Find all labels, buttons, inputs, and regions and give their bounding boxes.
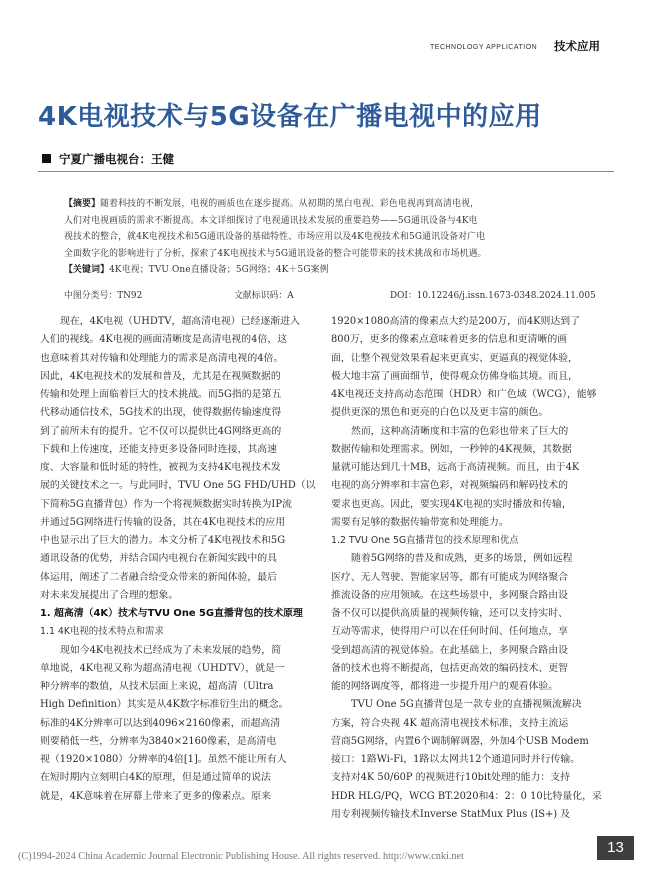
square-bullet-icon <box>42 154 51 163</box>
body-text-line: 量就可能达到几十MB，远高于高清视频。而且，由于4K <box>331 462 580 473</box>
divider <box>38 171 614 172</box>
body-text-line: TVU One 5G直播背包是一款专业的直播视频流解决 <box>351 699 582 711</box>
header-section-cn: 技术应用 <box>554 39 600 53</box>
body-text-line: 人们的视线。4K电视的画面清晰度是高清电视的4倍，这 <box>40 334 288 346</box>
body-text-line: 对未来发展提出了合理的想象。 <box>40 589 179 601</box>
body-text-line: 传输和处理上面临着巨大的技术挑战。而5G指的是第五 <box>40 389 282 400</box>
body-text-line: 互动等需求，使得用户可以在任何时间、任何地点，享 <box>331 626 569 638</box>
keywords-text: 4K电视；TVU One直播设备；5G网络；4K＋5G案例 <box>109 265 329 276</box>
body-text-line: 极大地丰富了画面细节，使得观众仿佛身临其境。而且， <box>331 370 578 382</box>
abstract-line: 全面数字化的影响进行了分析，探索了4K电视技术与5G通讯设备的整合可能带来的技术挑战和市场机遇。 <box>64 248 487 259</box>
body-text-line: 下简称5G直播背包）作为一个将视频数据实时转换为IP流 <box>40 498 292 510</box>
body-text-line: 备不仅可以提供高质量的视频传输，还可以支持实时、 <box>331 608 569 619</box>
abstract-line <box>64 196 586 213</box>
header-section-en: TECHNOLOGY APPLICATION <box>430 44 538 51</box>
article-meta <box>64 288 594 302</box>
body-text-line: 800万，更多的像素点意味着更多的信息和更清晰的画 <box>331 334 568 346</box>
body-text-line: 电视的高分辨率和丰富色彩，对视频编码和解码技术的 <box>331 480 569 492</box>
body-text-line: 接口：1路Wi-Fi，1路以太网共12个通道同时并行传输。 <box>331 754 581 765</box>
body-text-line: 支持对4K 50/60P 的视频进行10bit处理的能力：支持 <box>331 772 571 784</box>
copyright-footer: (C)1994-2024 China Academic Journal Electronic Publishing House. All rights reserved. http://www.cnki.net <box>18 851 464 862</box>
section-heading: 1.1 4K电视的技术特点和需求 <box>40 626 164 638</box>
body-text-line: 面，让整个视觉效果看起来更真实、更逼真的视觉体验， <box>331 352 578 364</box>
body-text-line: 现如今4K电视技术已经成为了未来发展的趋势，简 <box>60 644 282 656</box>
section-heading: 1.2 TVU One 5G直播背包的技术原理和优点 <box>331 535 519 546</box>
keywords-label: 【关键词】 <box>64 265 110 276</box>
section-heading: 1. 超高清（4K）技术与TVU One 5G直播背包的技术原理 <box>40 608 303 619</box>
abstract-label: 【摘要】 <box>64 199 101 209</box>
body-column-right <box>331 313 609 824</box>
body-text-line: 用专利视频传输技术Inverse StatMux Plus (IS+) 及 <box>331 808 571 820</box>
running-header <box>0 36 650 58</box>
body-text-line: HDR HLG/PQ，WCG BT.2020和4：2：0 10比特量化，采 <box>331 790 602 802</box>
body-text-line: 就是，4K意味着在屏幕上带来了更多的像素点。原来 <box>40 790 271 802</box>
abstract-block <box>64 196 586 279</box>
body-text-line: 到了前所未有的提升。它不仅可以提供比4G网络更高的 <box>40 425 282 437</box>
body-text-line: 下载和上传速度，还能支持更多设备同时连接，其高速 <box>40 443 278 455</box>
body-text-line: 推流设备的应用领域。在这些场景中，多网聚合路由设 <box>331 589 569 601</box>
body-text-line: 1920×1080高清的像素点大约是200万，而4K则达到了 <box>331 316 581 327</box>
body-text-line: 也意味着其对传输和处理能力的需求是高清电视的4倍。 <box>40 352 284 364</box>
doi: DOI：10.12246/j.issn.1673-0348.2024.11.005 <box>390 291 596 301</box>
body-text-line: 然而，这种高清晰度和丰富的色彩也带来了巨大的 <box>351 425 569 437</box>
article-title: 4K电视技术与5G设备在广播电视中的应用 <box>38 102 542 132</box>
body-text-line: High Definition）其实是从4K数字标准衍生出的概念。 <box>40 699 289 711</box>
page-number: 13 <box>597 836 634 860</box>
body-text-line: 通讯设备的优势，并结合国内电视台在新闻实践中的具 <box>40 553 278 565</box>
abstract-line: 视技术的整合，就4K电视技术和5G通讯设备的基础特性、市场应用以及4K电视技术和5G通讯设备对广电 <box>64 232 486 243</box>
body-text-line: 单地说，4K电视又称为超高清电视（UHDTV），就是一 <box>40 662 285 674</box>
body-text-line: 能的网络调度等，都将进一步提升用户的观看体验。 <box>331 681 559 692</box>
body-text-line: 备的技术也将不断提高，包括更高效的编码技术、更智 <box>331 662 569 674</box>
author-line <box>42 151 174 167</box>
author-name: 宁夏广播电视台：王健 <box>59 152 174 166</box>
body-text-line: 数据传输和处理需求。例如，一秒钟的4K视频，其数据 <box>331 443 572 455</box>
body-text-line: 在短时期内立刻明白4K的原理，但是通过简单的说法 <box>40 772 271 784</box>
body-text-line: 因此，4K电视技术的发展和普及，尤其是在视频数据的 <box>40 370 281 382</box>
body-text-line: 并通过5G网络进行传输的设备，其在4K电视技术的应用 <box>40 516 286 528</box>
clc-number: 中图分类号：TN92 <box>64 291 143 301</box>
abstract-text: 随着科技的不断发展，电视的画质也在逐步提高。从初期的黑白电视、彩色电视再到高清电视， <box>100 199 480 209</box>
body-text-line: 营商5G网络，内置6个调制解调器，外加4个USB Modem <box>331 735 589 747</box>
body-text-line: 度、大容量和低时延的特性，被视为支持4K电视技术发 <box>40 462 281 473</box>
body-text-line: 代移动通信技术，5G技术的出现，使得数据传输速度得 <box>40 407 282 419</box>
body-text-line: 随着5G网络的普及和成熟，更多的场景，例如远程 <box>351 553 573 565</box>
body-text-line: 则要稍低一些，分辨率为3840×2160像素，是高清电 <box>40 735 277 747</box>
body-text-line: 体运用，阐述了二者融合给受众带来的新闻体验，最后 <box>40 571 278 583</box>
body-text-line: 4K电视还支持高动态范围（HDR）和广色域（WCG），能够 <box>331 389 597 400</box>
body-text-line: 要求也更高。因此，要实现4K电视的实时播放和传输， <box>331 498 572 510</box>
body-column-left <box>40 313 318 806</box>
body-text-line: 标准的4K分辨率可以达到4096×2160像素，而超高清 <box>40 717 281 729</box>
abstract-line: 人们对电视画质的需求不断提高。本文详细探讨了电视通讯技术发展的重要趋势——5G通讯设备与4K电 <box>64 215 478 226</box>
body-text-line: 展的关键技术之一。与此同时，TVU One 5G FHD/UHD（以 <box>40 480 316 492</box>
body-text-line: 方案，符合央视 4K 超高清电视技术标准，支持主流运 <box>331 717 569 729</box>
body-text-line: 视（1920×1080）分辨率的4倍[1]。虽然不能让所有人 <box>40 754 287 765</box>
body-text-line: 中也显示出了巨大的潜力。本文分析了4K电视技术和5G <box>40 535 286 546</box>
body-text-line: 提供更深的黑色和更亮的白色以及更丰富的颜色。 <box>331 407 549 419</box>
body-text-line: 受到超高清的视觉体验。在此基础上，多网聚合路由设 <box>331 644 569 656</box>
body-text-line: 需要有足够的数据传输带宽和处理能力。 <box>331 516 509 528</box>
document-code: 文献标识码：A <box>234 291 294 301</box>
body-text-line: 种分辨率的数值，从技术层面上来说，超高清（Ultra <box>40 681 274 692</box>
keywords-line <box>64 262 586 279</box>
body-text-line: 现在，4K电视（UHDTV，超高清电视）已经逐渐进入 <box>60 316 300 327</box>
body-text-line: 医疗、无人驾驶、智能家居等，都有可能成为网络聚合 <box>331 571 569 583</box>
